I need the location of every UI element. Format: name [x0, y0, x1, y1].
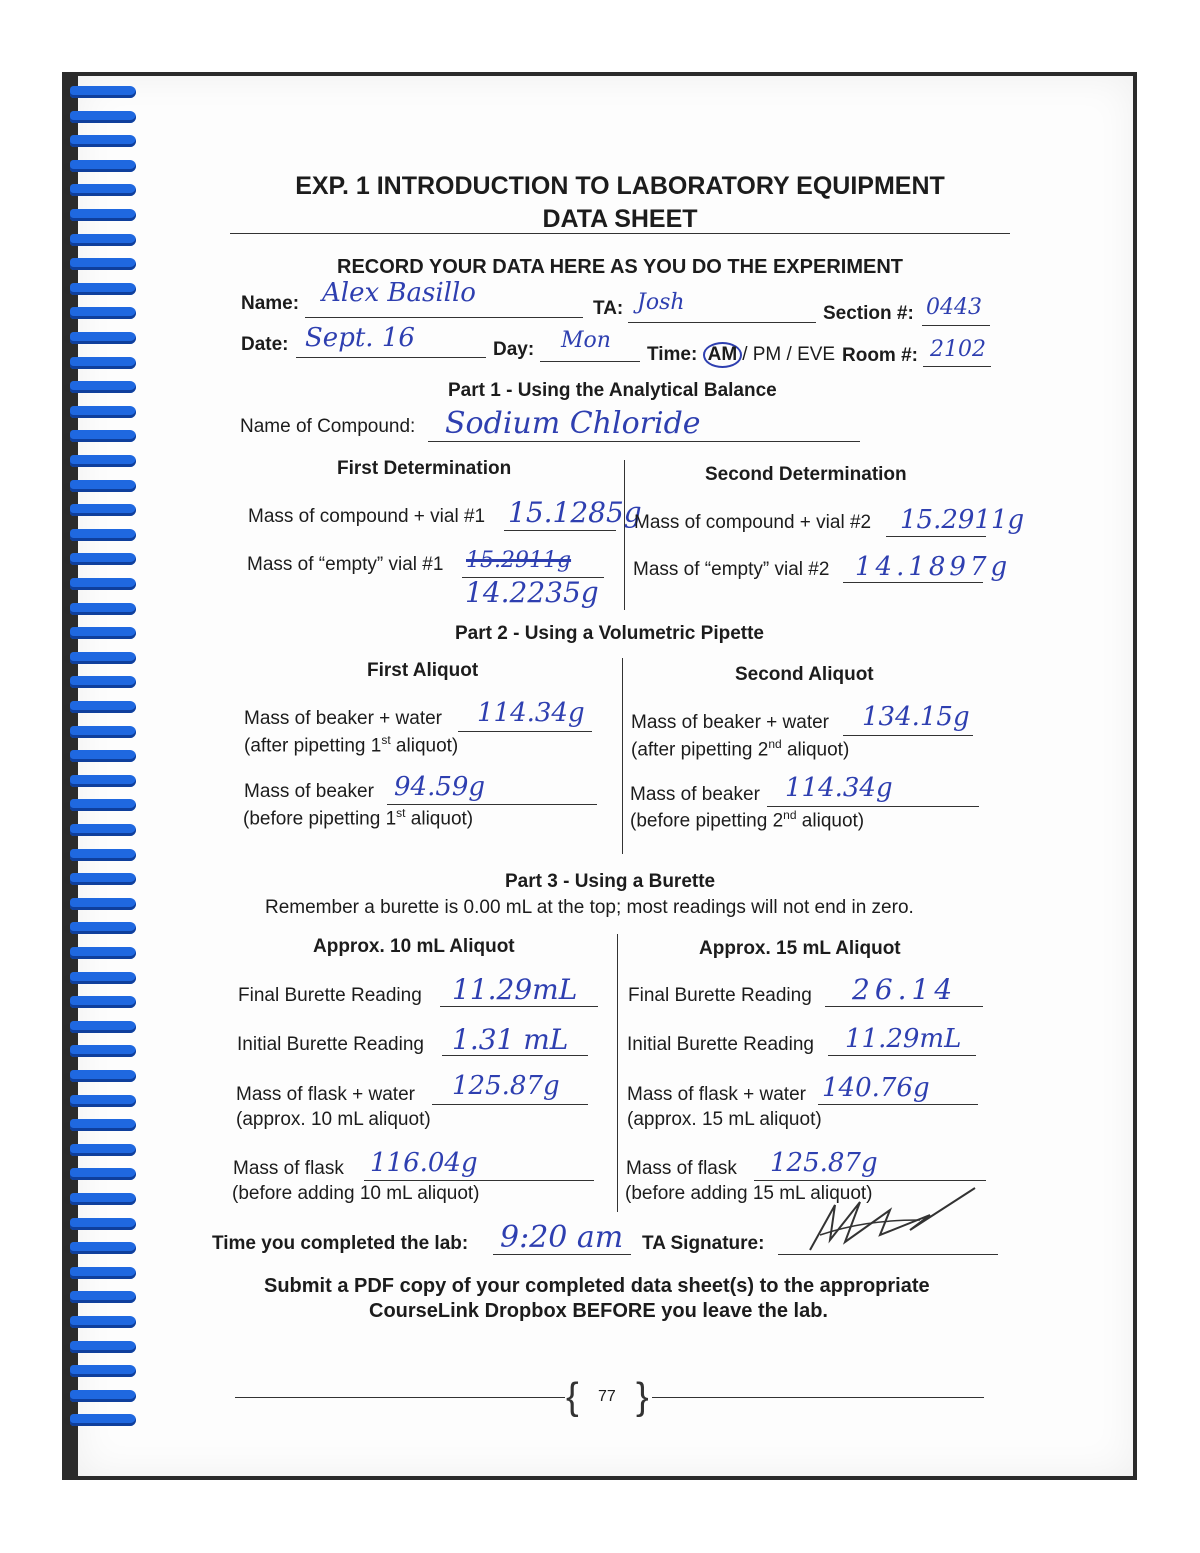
spiral-coil — [62, 307, 142, 321]
section-underline — [922, 325, 990, 326]
time-completed-value[interactable]: 9:20 am — [500, 1220, 624, 1255]
notebook-page — [78, 76, 1133, 1476]
part1-divider — [624, 460, 625, 610]
title-rule — [230, 233, 1010, 234]
coil-loop — [70, 1045, 136, 1057]
c2-final-value[interactable]: 26.14 — [852, 973, 958, 1006]
p2-second-beaker-water-underline — [843, 735, 973, 736]
c1-flask-underline — [364, 1180, 594, 1181]
spiral-coil — [62, 1414, 142, 1428]
coil-loop — [70, 234, 136, 246]
spiral-coil — [62, 603, 142, 617]
c1-initial-value[interactable]: 1.31 mL — [452, 1023, 569, 1056]
p2-after2-sup: nd — [768, 737, 782, 751]
coil-loop — [70, 258, 136, 270]
part2-divider — [622, 658, 623, 854]
c2-flask-value[interactable]: 125.87g — [770, 1148, 878, 1178]
c2-flask-water-value[interactable]: 140.76g — [822, 1073, 930, 1103]
spiral-coil — [62, 455, 142, 469]
spiral-coil — [62, 381, 142, 395]
c1-final-label: Final Burette Reading — [238, 985, 422, 1006]
spiral-coil — [62, 480, 142, 494]
spiral-coil — [62, 750, 142, 764]
ta-value[interactable]: Josh — [637, 290, 685, 315]
submit-line-1: Submit a PDF copy of your completed data sheet(s) to the appropriate — [264, 1275, 930, 1297]
c2-initial-underline — [828, 1055, 976, 1056]
time-am-circled[interactable]: AM — [703, 342, 743, 368]
coil-loop — [70, 553, 136, 565]
coil-loop — [70, 430, 136, 442]
p2-first-beaker-underline — [387, 804, 597, 805]
spiral-coil — [62, 135, 142, 149]
coil-loop — [70, 1291, 136, 1303]
spiral-coil — [62, 184, 142, 198]
empty-vial1-value[interactable]: 14.2235g — [465, 576, 599, 609]
empty-vial1-crossed-value: 15.2911g — [466, 548, 572, 573]
coil-loop — [70, 775, 136, 787]
p2-after1-end: aliquot) — [390, 735, 459, 757]
spiral-coil — [62, 430, 142, 444]
coil-loop — [70, 1218, 136, 1230]
day-underline — [540, 361, 640, 362]
coil-loop — [70, 972, 136, 984]
coil-loop — [70, 922, 136, 934]
spiral-coil — [62, 873, 142, 887]
p2-first-beaker-water-value[interactable]: 114.34g — [477, 698, 585, 728]
coil-loop — [70, 799, 136, 811]
c1-final-underline — [440, 1006, 598, 1007]
c2-before-label: (before adding 15 mL aliquot) — [625, 1183, 873, 1204]
mass-vial2-label: Mass of compound + vial #2 — [634, 512, 872, 533]
day-label: Day: — [493, 339, 535, 360]
spiral-coil — [62, 406, 142, 420]
spiral-coil — [62, 1365, 142, 1379]
c2-flask-label: Mass of flask — [626, 1158, 737, 1179]
spiral-coil — [62, 1144, 142, 1158]
spiral-coil — [62, 922, 142, 936]
time-options: / PM / EVE — [742, 344, 836, 365]
p2-first-beaker-water-underline — [458, 731, 592, 732]
c2-final-label: Final Burette Reading — [628, 985, 812, 1006]
spiral-coil — [62, 824, 142, 838]
spiral-coil — [62, 898, 142, 912]
coil-loop — [70, 455, 136, 467]
coil-loop — [70, 111, 136, 123]
p2-before2-label — [630, 808, 864, 832]
coil-loop — [70, 504, 136, 516]
c2-flask-water-label: Mass of flask + water — [627, 1084, 806, 1105]
spiral-coil — [62, 1045, 142, 1059]
room-label: Room #: — [842, 345, 918, 366]
c1-approx-label: (approx. 10 mL aliquot) — [236, 1109, 431, 1130]
spiral-coil — [62, 357, 142, 371]
coil-loop — [70, 332, 136, 344]
spiral-coil — [62, 775, 142, 789]
spiral-coil — [62, 209, 142, 223]
spiral-coil — [62, 86, 142, 100]
mass-vial2-value[interactable]: 15.2911g — [900, 505, 1025, 535]
room-underline — [923, 366, 991, 367]
coil-loop — [70, 160, 136, 172]
empty-vial2-value[interactable]: 14.1897g — [855, 552, 1012, 582]
coil-loop — [70, 701, 136, 713]
page-bracket-right: } — [636, 1376, 649, 1418]
spiral-coil — [62, 947, 142, 961]
p2-before1-sup: st — [396, 806, 406, 820]
compound-label: Name of Compound: — [240, 416, 416, 437]
coil-loop — [70, 1365, 136, 1377]
spiral-coil — [62, 1291, 142, 1305]
coil-loop — [70, 1267, 136, 1279]
coil-loop — [70, 184, 136, 196]
coil-loop — [70, 480, 136, 492]
coil-loop — [70, 86, 136, 98]
spiral-binding — [62, 86, 142, 1436]
coil-loop — [70, 283, 136, 295]
name-value[interactable]: Alex Basillo — [322, 278, 476, 308]
p2-before2-end: aliquot) — [796, 810, 865, 832]
p2-first-beaker-water-label: Mass of beaker + water — [244, 708, 443, 729]
time-completed-label: Time you completed the lab: — [212, 1233, 469, 1254]
p2-second-beaker-underline — [767, 806, 979, 807]
empty-vial2-underline — [843, 582, 983, 583]
c1-flask-water-label: Mass of flask + water — [236, 1084, 415, 1105]
date-underline — [296, 357, 486, 358]
part3-divider — [617, 934, 618, 1212]
coil-loop — [70, 381, 136, 393]
coil-loop — [70, 996, 136, 1008]
section-label: Section #: — [823, 303, 914, 324]
ta-signature-label: TA Signature: — [642, 1233, 765, 1254]
p2-before1-label — [243, 806, 473, 830]
p2-before2-sup: nd — [783, 808, 797, 822]
part1-title: Part 1 - Using the Analytical Balance — [448, 380, 777, 401]
spiral-coil — [62, 1193, 142, 1207]
coil-loop — [70, 873, 136, 885]
page-title: EXP. 1 INTRODUCTION TO LABORATORY EQUIPMENT — [295, 172, 945, 200]
p2-second-beaker-value[interactable]: 114.34g — [785, 773, 893, 803]
p2-first-beaker-label: Mass of beaker — [244, 781, 374, 802]
p2-second-beaker-label: Mass of beaker — [630, 784, 760, 805]
spiral-coil — [62, 111, 142, 125]
spiral-coil — [62, 1390, 142, 1404]
c2-initial-label: Initial Burette Reading — [627, 1034, 814, 1055]
p2-after1-sup: st — [381, 733, 391, 747]
page-bracket-left: { — [566, 1376, 579, 1418]
spiral-coil — [62, 996, 142, 1010]
spiral-coil — [62, 652, 142, 666]
spiral-coil — [62, 1021, 142, 1035]
c2-final-underline — [825, 1006, 983, 1007]
spiral-coil — [62, 1267, 142, 1281]
submit-line-2: CourseLink Dropbox BEFORE you leave the lab. — [369, 1300, 828, 1322]
ta-label: TA: — [593, 298, 624, 319]
spiral-coil — [62, 529, 142, 543]
coil-loop — [70, 357, 136, 369]
coil-loop — [70, 849, 136, 861]
spiral-coil — [62, 1316, 142, 1330]
spiral-coil — [62, 627, 142, 641]
p2-before1-end: aliquot) — [405, 808, 474, 830]
coil-loop — [70, 1095, 136, 1107]
spiral-coil — [62, 701, 142, 715]
coil-loop — [70, 307, 136, 319]
p2-before1-text: (before pipetting 1 — [243, 808, 397, 830]
p2-after2-end: aliquot) — [781, 739, 850, 761]
spiral-coil — [62, 849, 142, 863]
coil-loop — [70, 947, 136, 959]
page-subtitle: DATA SHEET — [542, 205, 698, 233]
coil-loop — [70, 209, 136, 221]
spiral-coil — [62, 332, 142, 346]
mass-vial1-underline — [504, 530, 616, 531]
c2-initial-value[interactable]: 11.29mL — [845, 1024, 962, 1054]
coil-loop — [70, 1144, 136, 1156]
part2-title: Part 2 - Using a Volumetric Pipette — [455, 623, 765, 644]
record-instruction: RECORD YOUR DATA HERE AS YOU DO THE EXPERIMENT — [337, 256, 903, 278]
coil-loop — [70, 824, 136, 836]
ta-underline — [628, 322, 816, 323]
name-label: Name: — [241, 293, 300, 314]
part3-col1-header: Approx. 10 mL Aliquot — [313, 936, 515, 957]
p2-second-beaker-water-label: Mass of beaker + water — [631, 712, 830, 733]
compound-underline — [428, 441, 860, 442]
p2-first-beaker-value[interactable]: 94.59g — [394, 772, 486, 802]
spiral-coil — [62, 1168, 142, 1182]
coil-loop — [70, 1021, 136, 1033]
spiral-coil — [62, 578, 142, 592]
date-label: Date: — [241, 334, 289, 355]
burette-note: Remember a burette is 0.00 mL at the top; most readings will not end in zero. — [265, 897, 914, 918]
spiral-coil — [62, 676, 142, 690]
c1-initial-label: Initial Burette Reading — [237, 1034, 424, 1055]
empty-vial2-label: Mass of “empty” vial #2 — [633, 559, 830, 580]
spiral-coil — [62, 1070, 142, 1084]
part2-second-header: Second Aliquot — [735, 664, 874, 685]
coil-loop — [70, 1341, 136, 1353]
section-value[interactable]: 0443 — [926, 295, 982, 320]
room-value[interactable]: 2102 — [930, 337, 986, 362]
part3-col2-header: Approx. 15 mL Aliquot — [699, 938, 901, 959]
spiral-coil — [62, 1341, 142, 1355]
coil-loop — [70, 1242, 136, 1254]
name-underline — [305, 317, 583, 318]
coil-loop — [70, 1168, 136, 1180]
p2-after2-text: (after pipetting 2 — [631, 739, 769, 761]
c1-flask-water-underline — [432, 1104, 588, 1105]
p2-after1-label — [244, 733, 458, 757]
coil-loop — [70, 1193, 136, 1205]
footer-rule-left — [235, 1397, 565, 1398]
page-number: 77 — [598, 1388, 616, 1405]
day-value[interactable]: Mon — [561, 328, 611, 353]
p2-after2-label — [631, 737, 849, 761]
coil-loop — [70, 1119, 136, 1131]
coil-loop — [70, 135, 136, 147]
spiral-coil — [62, 553, 142, 567]
part3-title: Part 3 - Using a Burette — [505, 871, 716, 892]
spiral-coil — [62, 1218, 142, 1232]
spiral-coil — [62, 258, 142, 272]
coil-loop — [70, 1316, 136, 1328]
mass-vial2-underline — [886, 536, 986, 537]
coil-loop — [70, 750, 136, 762]
c1-flask-water-value[interactable]: 125.87g — [452, 1071, 560, 1101]
footer-rule-right — [652, 1397, 984, 1398]
mass-vial1-label: Mass of compound + vial #1 — [248, 506, 486, 527]
spiral-coil — [62, 726, 142, 740]
part1-second-header: Second Determination — [705, 464, 907, 485]
p2-before2-text: (before pipetting 2 — [630, 810, 784, 832]
p2-after1-text: (after pipetting 1 — [244, 735, 382, 757]
c1-final-value[interactable]: 11.29mL — [452, 973, 578, 1006]
spiral-coil — [62, 504, 142, 518]
coil-loop — [70, 603, 136, 615]
spiral-coil — [62, 1242, 142, 1256]
p2-second-beaker-water-value[interactable]: 134.15g — [862, 702, 970, 732]
c1-flask-label: Mass of flask — [233, 1158, 344, 1179]
c2-approx-label: (approx. 15 mL aliquot) — [627, 1109, 822, 1130]
part2-first-header: First Aliquot — [367, 660, 479, 681]
coil-loop — [70, 627, 136, 639]
ta-signature-scribble — [790, 1180, 980, 1260]
compound-value[interactable]: Sodium Chloride — [445, 406, 701, 441]
coil-loop — [70, 676, 136, 688]
spiral-coil — [62, 283, 142, 297]
time-label — [647, 342, 835, 368]
spiral-coil — [62, 1095, 142, 1109]
spiral-coil — [62, 799, 142, 813]
mass-vial1-value[interactable]: 15.1285g — [508, 496, 642, 529]
date-value[interactable]: Sept. 16 — [305, 323, 415, 353]
spiral-coil — [62, 160, 142, 174]
coil-loop — [70, 1070, 136, 1082]
spiral-coil — [62, 234, 142, 248]
coil-loop — [70, 898, 136, 910]
coil-loop — [70, 578, 136, 590]
spiral-coil — [62, 972, 142, 986]
part1-first-header: First Determination — [337, 458, 512, 479]
c1-before-label: (before adding 10 mL aliquot) — [232, 1183, 480, 1204]
coil-loop — [70, 726, 136, 738]
coil-loop — [70, 1390, 136, 1402]
spiral-coil — [62, 1119, 142, 1133]
coil-loop — [70, 652, 136, 664]
coil-loop — [70, 529, 136, 541]
c2-flask-water-underline — [818, 1104, 978, 1105]
coil-loop — [70, 1414, 136, 1426]
coil-loop — [70, 406, 136, 418]
c1-flask-value[interactable]: 116.04g — [370, 1148, 478, 1178]
time-label-text: Time: — [647, 344, 698, 365]
empty-vial1-label: Mass of “empty” vial #1 — [247, 554, 444, 575]
